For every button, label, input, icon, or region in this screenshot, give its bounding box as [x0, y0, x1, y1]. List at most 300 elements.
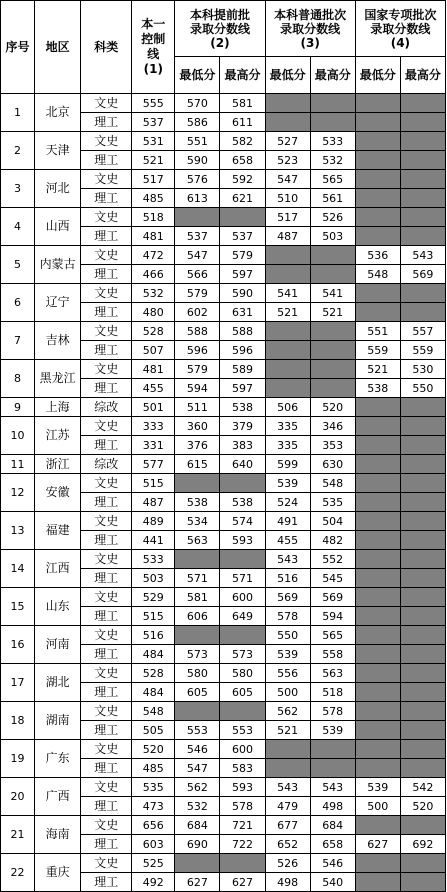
score-max-cell: 571: [220, 569, 265, 588]
score-max-cell: 543: [310, 778, 355, 797]
empty-score-cell: [355, 740, 400, 759]
empty-score-cell: [355, 436, 400, 455]
score-max-cell: 569: [310, 588, 355, 607]
table-row: [1, 474, 446, 493]
table-row: [1, 246, 446, 265]
score-min-cell: 586: [175, 113, 220, 132]
region-index: 12: [1, 474, 35, 512]
control-line-cell: 472: [132, 246, 175, 265]
table-row: [1, 512, 446, 531]
region-name: 上海: [35, 398, 81, 417]
region-index: 11: [1, 455, 35, 474]
score-min-cell: 498: [265, 873, 310, 892]
control-line-cell: 535: [132, 778, 175, 797]
score-min-cell: 594: [175, 379, 220, 398]
empty-score-cell: [175, 702, 220, 721]
header-control-line-part: 本一: [141, 17, 166, 31]
empty-score-cell: [400, 740, 445, 759]
empty-score-cell: [355, 588, 400, 607]
score-max-cell: 559: [400, 341, 445, 360]
empty-score-cell: [400, 151, 445, 170]
control-line-cell: 516: [132, 626, 175, 645]
subject-cell: 文史: [81, 740, 132, 759]
subject-cell: 理工: [81, 303, 132, 322]
control-line-cell: 489: [132, 512, 175, 531]
score-max-cell: 583: [220, 759, 265, 778]
empty-score-cell: [220, 550, 265, 569]
score-max-cell: 580: [220, 664, 265, 683]
empty-score-cell: [355, 607, 400, 626]
score-min-cell: 335: [265, 417, 310, 436]
score-max-cell: 346: [310, 417, 355, 436]
score-min-cell: 596: [175, 341, 220, 360]
subject-cell: 理工: [81, 436, 132, 455]
header-control-line-part: (1): [143, 62, 163, 76]
score-min-cell: 580: [175, 664, 220, 683]
score-min-cell: 579: [175, 284, 220, 303]
empty-score-cell: [310, 341, 355, 360]
score-max-cell: 538: [220, 398, 265, 417]
header-early-batch-line: 录取分数线: [189, 21, 250, 36]
score-max-cell: 578: [220, 797, 265, 816]
score-min-cell: 546: [175, 740, 220, 759]
region-name: 河北: [35, 170, 81, 208]
region-name: 浙江: [35, 455, 81, 474]
score-max-cell: 605: [220, 683, 265, 702]
empty-score-cell: [355, 474, 400, 493]
score-max-cell: 553: [220, 721, 265, 740]
score-min-cell: 551: [355, 322, 400, 341]
empty-score-cell: [265, 360, 310, 379]
empty-score-cell: [355, 303, 400, 322]
region-index: 1: [1, 94, 35, 132]
score-max-cell: 631: [220, 303, 265, 322]
control-line-cell: 492: [132, 873, 175, 892]
score-min-cell: 613: [175, 189, 220, 208]
score-max-cell: 721: [220, 816, 265, 835]
control-line-cell: 531: [132, 132, 175, 151]
score-max-cell: 526: [310, 208, 355, 227]
score-max-cell: 518: [310, 683, 355, 702]
subject-cell: 综改: [81, 398, 132, 417]
score-max-cell: 541: [310, 284, 355, 303]
score-min-cell: 538: [355, 379, 400, 398]
score-min-cell: 506: [265, 398, 310, 417]
score-max-cell: 521: [310, 303, 355, 322]
subject-cell: 文史: [81, 816, 132, 835]
region-index: 22: [1, 854, 35, 892]
region-index: 16: [1, 626, 35, 664]
empty-score-cell: [310, 113, 355, 132]
score-max-cell: 561: [310, 189, 355, 208]
empty-score-cell: [310, 94, 355, 113]
table-row: [1, 132, 446, 151]
header-control-line: [132, 1, 175, 94]
subject-cell: 文史: [81, 588, 132, 607]
subject-cell: 理工: [81, 873, 132, 892]
empty-score-cell: [400, 588, 445, 607]
score-min-cell: 571: [175, 569, 220, 588]
score-min-cell: 521: [265, 721, 310, 740]
empty-score-cell: [175, 474, 220, 493]
header-early-batch-line: (2): [210, 35, 230, 50]
score-min-cell: 562: [265, 702, 310, 721]
region-name: 内蒙古: [35, 246, 81, 284]
table-row: [1, 455, 446, 474]
empty-score-cell: [355, 664, 400, 683]
score-min-cell: 517: [265, 208, 310, 227]
score-min-cell: 511: [175, 398, 220, 417]
score-max-cell: 383: [220, 436, 265, 455]
table-row: [1, 208, 446, 227]
empty-score-cell: [355, 721, 400, 740]
score-max-cell: 545: [310, 569, 355, 588]
header-max-score: 最高分: [220, 57, 265, 94]
score-max-cell: 543: [400, 246, 445, 265]
empty-score-cell: [355, 132, 400, 151]
score-min-cell: 576: [175, 170, 220, 189]
empty-score-cell: [400, 398, 445, 417]
score-max-cell: 600: [220, 588, 265, 607]
empty-score-cell: [400, 227, 445, 246]
score-max-cell: 630: [310, 455, 355, 474]
region-index: 18: [1, 702, 35, 740]
empty-score-cell: [400, 607, 445, 626]
empty-score-cell: [310, 322, 355, 341]
empty-score-cell: [355, 398, 400, 417]
empty-score-cell: [175, 854, 220, 873]
control-line-cell: 577: [132, 455, 175, 474]
empty-score-cell: [400, 626, 445, 645]
region-index: 10: [1, 417, 35, 455]
empty-score-cell: [220, 208, 265, 227]
score-max-cell: 582: [220, 132, 265, 151]
empty-score-cell: [400, 455, 445, 474]
empty-score-cell: [175, 550, 220, 569]
empty-score-cell: [400, 170, 445, 189]
empty-score-cell: [355, 94, 400, 113]
region-index: 13: [1, 512, 35, 550]
score-max-cell: 535: [310, 493, 355, 512]
control-line-cell: 533: [132, 550, 175, 569]
control-line-cell: 529: [132, 588, 175, 607]
score-min-cell: 627: [355, 835, 400, 854]
control-line-cell: 333: [132, 417, 175, 436]
empty-score-cell: [355, 626, 400, 645]
table-row: [1, 778, 446, 797]
score-max-cell: 589: [220, 360, 265, 379]
header-min-score: 最低分: [175, 57, 220, 94]
empty-score-cell: [355, 227, 400, 246]
empty-score-cell: [400, 816, 445, 835]
region-index: 21: [1, 816, 35, 854]
score-min-cell: 559: [355, 341, 400, 360]
score-min-cell: 590: [175, 151, 220, 170]
control-line-cell: 528: [132, 664, 175, 683]
subject-cell: 文史: [81, 360, 132, 379]
score-min-cell: 543: [265, 550, 310, 569]
empty-score-cell: [220, 854, 265, 873]
table-row: [1, 360, 446, 379]
empty-score-cell: [400, 664, 445, 683]
empty-score-cell: [265, 113, 310, 132]
region-name: 湖北: [35, 664, 81, 702]
score-max-cell: 596: [220, 341, 265, 360]
region-name: 海南: [35, 816, 81, 854]
empty-score-cell: [355, 569, 400, 588]
empty-score-cell: [355, 455, 400, 474]
header-regular-batch-line: 录取分数线: [280, 21, 341, 36]
empty-score-cell: [355, 189, 400, 208]
score-max-cell: 597: [220, 379, 265, 398]
region-index: 8: [1, 360, 35, 398]
score-max-cell: 542: [400, 778, 445, 797]
score-min-cell: 547: [175, 759, 220, 778]
score-max-cell: 563: [310, 664, 355, 683]
header-special-batch-line: 国家专项批次: [364, 7, 437, 22]
table-row: [1, 740, 446, 759]
empty-score-cell: [400, 94, 445, 113]
subject-cell: 理工: [81, 683, 132, 702]
score-max-cell: 593: [220, 778, 265, 797]
control-line-cell: 505: [132, 721, 175, 740]
control-line-cell: 515: [132, 474, 175, 493]
empty-score-cell: [220, 702, 265, 721]
score-min-cell: 491: [265, 512, 310, 531]
score-min-cell: 510: [265, 189, 310, 208]
score-min-cell: 652: [265, 835, 310, 854]
score-min-cell: 581: [175, 588, 220, 607]
subject-cell: 理工: [81, 569, 132, 588]
score-max-cell: 530: [400, 360, 445, 379]
subject-cell: 文史: [81, 208, 132, 227]
subject-cell: 文史: [81, 664, 132, 683]
score-max-cell: 597: [220, 265, 265, 284]
table-row: [1, 322, 446, 341]
header-min-score: 最低分: [355, 57, 400, 94]
score-max-cell: 548: [310, 474, 355, 493]
empty-score-cell: [355, 873, 400, 892]
score-min-cell: 566: [175, 265, 220, 284]
score-max-cell: 600: [220, 740, 265, 759]
control-line-cell: 466: [132, 265, 175, 284]
empty-score-cell: [265, 246, 310, 265]
subject-cell: 理工: [81, 113, 132, 132]
score-max-cell: 379: [220, 417, 265, 436]
score-min-cell: 579: [175, 360, 220, 379]
subject-cell: 文史: [81, 322, 132, 341]
control-line-cell: 507: [132, 341, 175, 360]
subject-cell: 文史: [81, 702, 132, 721]
header-regular-batch: [265, 1, 355, 57]
empty-score-cell: [265, 341, 310, 360]
control-line-cell: 455: [132, 379, 175, 398]
header-special-batch-line: 录取分数线: [370, 21, 431, 36]
empty-score-cell: [355, 854, 400, 873]
subject-cell: 理工: [81, 151, 132, 170]
score-max-cell: 611: [220, 113, 265, 132]
subject-cell: 理工: [81, 645, 132, 664]
empty-score-cell: [400, 550, 445, 569]
score-min-cell: 615: [175, 455, 220, 474]
control-line-cell: 515: [132, 607, 175, 626]
score-min-cell: 527: [265, 132, 310, 151]
score-min-cell: 588: [175, 322, 220, 341]
score-min-cell: 534: [175, 512, 220, 531]
subject-cell: 文史: [81, 246, 132, 265]
score-max-cell: 537: [220, 227, 265, 246]
empty-score-cell: [355, 512, 400, 531]
subject-cell: 文史: [81, 132, 132, 151]
score-max-cell: 540: [310, 873, 355, 892]
empty-score-cell: [400, 303, 445, 322]
score-max-cell: 573: [220, 645, 265, 664]
score-min-cell: 573: [175, 645, 220, 664]
subject-cell: 文史: [81, 474, 132, 493]
region-name: 天津: [35, 132, 81, 170]
empty-score-cell: [400, 683, 445, 702]
empty-score-cell: [400, 474, 445, 493]
subject-cell: 理工: [81, 265, 132, 284]
score-min-cell: 541: [265, 284, 310, 303]
score-min-cell: 548: [355, 265, 400, 284]
subject-cell: 理工: [81, 797, 132, 816]
subject-cell: 文史: [81, 626, 132, 645]
empty-score-cell: [355, 645, 400, 664]
empty-score-cell: [265, 379, 310, 398]
score-min-cell: 526: [265, 854, 310, 873]
score-max-cell: 532: [310, 151, 355, 170]
subject-cell: 文史: [81, 550, 132, 569]
region-index: 7: [1, 322, 35, 360]
empty-score-cell: [310, 379, 355, 398]
control-line-cell: 548: [132, 702, 175, 721]
empty-score-cell: [400, 208, 445, 227]
empty-score-cell: [355, 208, 400, 227]
region-name: 吉林: [35, 322, 81, 360]
score-min-cell: 360: [175, 417, 220, 436]
region-name: 安徽: [35, 474, 81, 512]
control-line-cell: 521: [132, 151, 175, 170]
control-line-cell: 532: [132, 284, 175, 303]
score-min-cell: 500: [355, 797, 400, 816]
empty-score-cell: [400, 854, 445, 873]
subject-cell: 文史: [81, 778, 132, 797]
empty-score-cell: [400, 417, 445, 436]
header-min-score: 最低分: [265, 57, 310, 94]
region-name: 山西: [35, 208, 81, 246]
score-max-cell: 581: [220, 94, 265, 113]
control-line-cell: 485: [132, 189, 175, 208]
table-row: [1, 664, 446, 683]
score-max-cell: 592: [220, 170, 265, 189]
region-index: 15: [1, 588, 35, 626]
empty-score-cell: [310, 759, 355, 778]
control-line-cell: 528: [132, 322, 175, 341]
empty-score-cell: [265, 759, 310, 778]
empty-score-cell: [355, 284, 400, 303]
score-min-cell: 556: [265, 664, 310, 683]
empty-score-cell: [265, 322, 310, 341]
table-row: [1, 816, 446, 835]
score-max-cell: 579: [220, 246, 265, 265]
score-max-cell: 520: [310, 398, 355, 417]
empty-score-cell: [400, 436, 445, 455]
score-min-cell: 521: [265, 303, 310, 322]
subject-cell: 理工: [81, 227, 132, 246]
score-max-cell: 520: [400, 797, 445, 816]
control-line-cell: 525: [132, 854, 175, 873]
header-max-score: 最高分: [310, 57, 355, 94]
region-index: 3: [1, 170, 35, 208]
score-max-cell: 692: [400, 835, 445, 854]
table-row: [1, 284, 446, 303]
region-index: 20: [1, 778, 35, 816]
score-min-cell: 539: [265, 474, 310, 493]
subject-cell: 理工: [81, 493, 132, 512]
score-min-cell: 551: [175, 132, 220, 151]
control-line-cell: 473: [132, 797, 175, 816]
region-name: 广西: [35, 778, 81, 816]
empty-score-cell: [265, 94, 310, 113]
region-name: 湖南: [35, 702, 81, 740]
empty-score-cell: [400, 512, 445, 531]
score-min-cell: 550: [265, 626, 310, 645]
region-name: 重庆: [35, 854, 81, 892]
score-max-cell: 621: [220, 189, 265, 208]
subject-cell: 理工: [81, 341, 132, 360]
score-max-cell: 574: [220, 512, 265, 531]
subject-cell: 理工: [81, 759, 132, 778]
region-name: 北京: [35, 94, 81, 132]
score-min-cell: 521: [355, 360, 400, 379]
empty-score-cell: [175, 208, 220, 227]
region-name: 福建: [35, 512, 81, 550]
header-max-score: 最高分: [400, 57, 445, 94]
score-min-cell: 532: [175, 797, 220, 816]
empty-score-cell: [355, 759, 400, 778]
subject-cell: 文史: [81, 284, 132, 303]
score-min-cell: 569: [265, 588, 310, 607]
subject-cell: 文史: [81, 512, 132, 531]
score-min-cell: 538: [175, 493, 220, 512]
empty-score-cell: [355, 417, 400, 436]
score-min-cell: 335: [265, 436, 310, 455]
score-min-cell: 627: [175, 873, 220, 892]
control-line-cell: 331: [132, 436, 175, 455]
score-min-cell: 563: [175, 531, 220, 550]
score-min-cell: 570: [175, 94, 220, 113]
score-min-cell: 578: [265, 607, 310, 626]
empty-score-cell: [220, 626, 265, 645]
control-line-cell: 503: [132, 569, 175, 588]
score-min-cell: 536: [355, 246, 400, 265]
score-min-cell: 537: [175, 227, 220, 246]
header-regular-batch-line: (3): [300, 35, 320, 50]
score-min-cell: 684: [175, 816, 220, 835]
empty-score-cell: [355, 170, 400, 189]
table-row: [1, 588, 446, 607]
score-max-cell: 498: [310, 797, 355, 816]
empty-score-cell: [400, 645, 445, 664]
score-max-cell: 658: [310, 835, 355, 854]
score-min-cell: 500: [265, 683, 310, 702]
subject-cell: 理工: [81, 379, 132, 398]
score-min-cell: 539: [355, 778, 400, 797]
empty-score-cell: [265, 265, 310, 284]
table-header: [1, 1, 446, 94]
subject-cell: 综改: [81, 455, 132, 474]
